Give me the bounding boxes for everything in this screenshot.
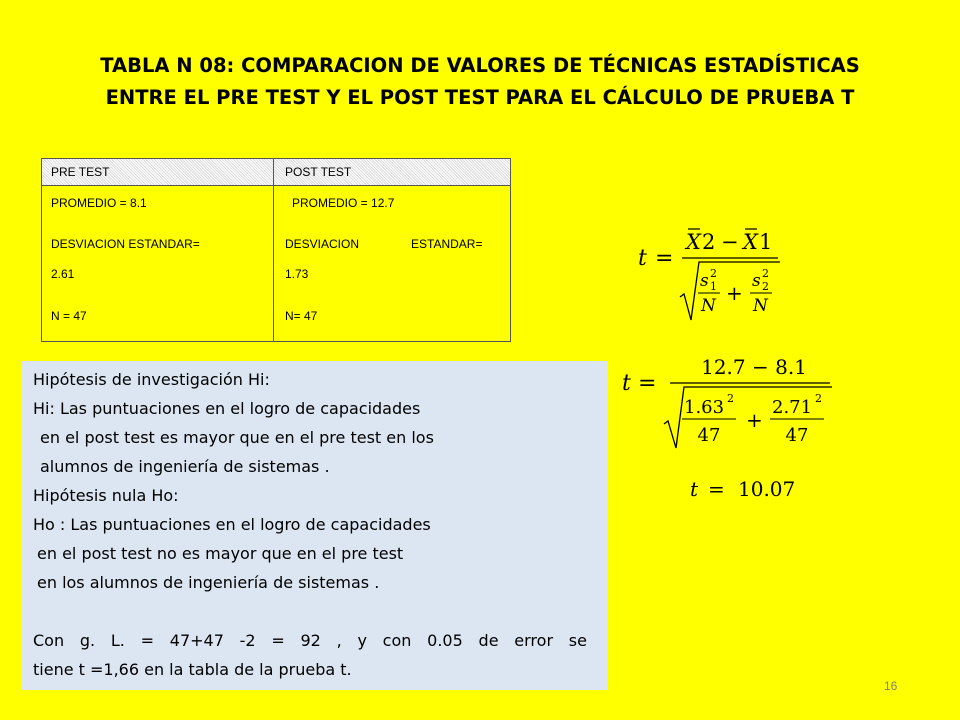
result-equals: = [708,477,725,501]
formula-equals: = [655,246,674,271]
result-value: 10.07 [738,477,796,501]
applied-term-a [682,392,736,446]
conclusion-word: error [514,631,554,650]
s1-sub: 1 [710,280,717,293]
comparison-table [41,158,511,342]
applied-b-sup: 2 [815,392,822,405]
hypothesis-line: Hipótesis nula Ho: [33,486,179,505]
formula-plus: + [726,281,743,305]
pre-test-column [42,186,274,342]
applied-equals: = [638,371,657,396]
s2-symbol: s [752,271,761,291]
header-post-test: POST TEST [285,165,352,179]
post-desviacion-label-a: DESVIACION [285,237,360,251]
conclusion-word: Con [33,631,65,650]
s2-sub: 2 [762,280,769,293]
conclusion-word: L. [110,631,125,650]
title-line-2: ENTRE EL PRE TEST Y EL POST TEST PARA EL CÁLCULO DE PRUEBA T [105,86,855,109]
conclusion-word: = [140,631,155,650]
conclusion-line-2: tiene t =1,66 en la tabla de la prueba t. [33,660,352,679]
post-desviacion-value: 1.73 [285,267,309,281]
pre-desviacion-value: 2.61 [51,267,75,281]
page-number: 16 [884,679,898,693]
xbar-1-index: 1 [759,230,773,254]
s2-denominator: N [753,296,768,316]
applied-b-value: 2.71 [772,397,813,418]
table-header-row [42,159,510,186]
formula-numerator [684,229,772,254]
s1-denominator: N [701,296,716,316]
pre-promedio: PROMEDIO = 8.1 [51,196,147,210]
conclusion-word: 0.05 [427,631,463,650]
formula-t: t [638,246,647,271]
hypothesis-line: Hi: Las puntuaciones en el logro de capacidades [33,399,421,418]
table-body [42,186,510,342]
header-pre-test: PRE TEST [42,159,274,185]
conclusion-word: de [478,631,499,650]
post-desviacion-label-b: ESTANDAR= [411,237,483,251]
applied-b-denominator: 47 [785,425,809,446]
s2-term [750,267,772,316]
pre-desviacion-label: DESVIACION ESTANDAR= [51,237,200,251]
conclusion-line-1 [33,631,587,650]
conclusion-word: 47+47 [169,631,224,650]
post-promedio: PROMEDIO = 12.7 [292,196,395,210]
applied-t: t [622,371,631,396]
pre-n: N = 47 [51,309,87,323]
hypothesis-line: en los alumnos de ingeniería de sistemas . [37,573,380,592]
hypothesis-line: Ho : Las puntuaciones en el logro de capacidades [33,515,431,534]
applied-plus: + [746,408,763,432]
t-result [686,474,806,504]
conclusion-word: 92 [300,631,321,650]
applied-numerator: 12.7 − 8.1 [701,355,807,379]
applied-a-sup: 2 [727,392,734,405]
hypothesis-box [21,361,608,690]
xbar-2-symbol: X [686,230,701,254]
conclusion-word: con [382,631,412,650]
conclusion-word: y [357,631,367,650]
hypothesis-line: en el post test no es mayor que en el pre test [37,544,404,563]
conclusion-word: se [568,631,587,650]
conclusion-word: g. [79,631,96,650]
applied-term-b [770,392,824,446]
xbar-2-index: 2 [702,230,716,254]
result-t: t [690,477,699,501]
hypothesis-line: alumnos de ingeniería de sistemas . [40,457,330,476]
hypothesis-line: Hipótesis de investigación Hi: [33,370,270,389]
s1-sup: 2 [710,267,717,280]
conclusion-word: , [336,631,342,650]
t-test-applied-formula [618,348,840,452]
slide-title [40,50,920,114]
conclusion-word: -2 [239,631,256,650]
hypothesis-line: en el post test es mayor que en el pre test en los [40,428,434,447]
s2-sup: 2 [762,267,769,280]
xbar-1-symbol: X [743,230,758,254]
t-test-formula [630,222,790,324]
applied-a-value: 1.63 [684,397,725,418]
post-n: N= 47 [285,309,318,323]
s1-symbol: s [700,271,709,291]
title-line-1: TABLA N 08: COMPARACION DE VALORES DE TÉCNICAS ESTADÍSTICAS [100,54,860,77]
applied-a-denominator: 47 [697,425,721,446]
formula-minus: − [721,230,739,254]
conclusion-word: = [271,631,285,650]
post-test-column [274,186,510,342]
s1-term [698,267,720,316]
